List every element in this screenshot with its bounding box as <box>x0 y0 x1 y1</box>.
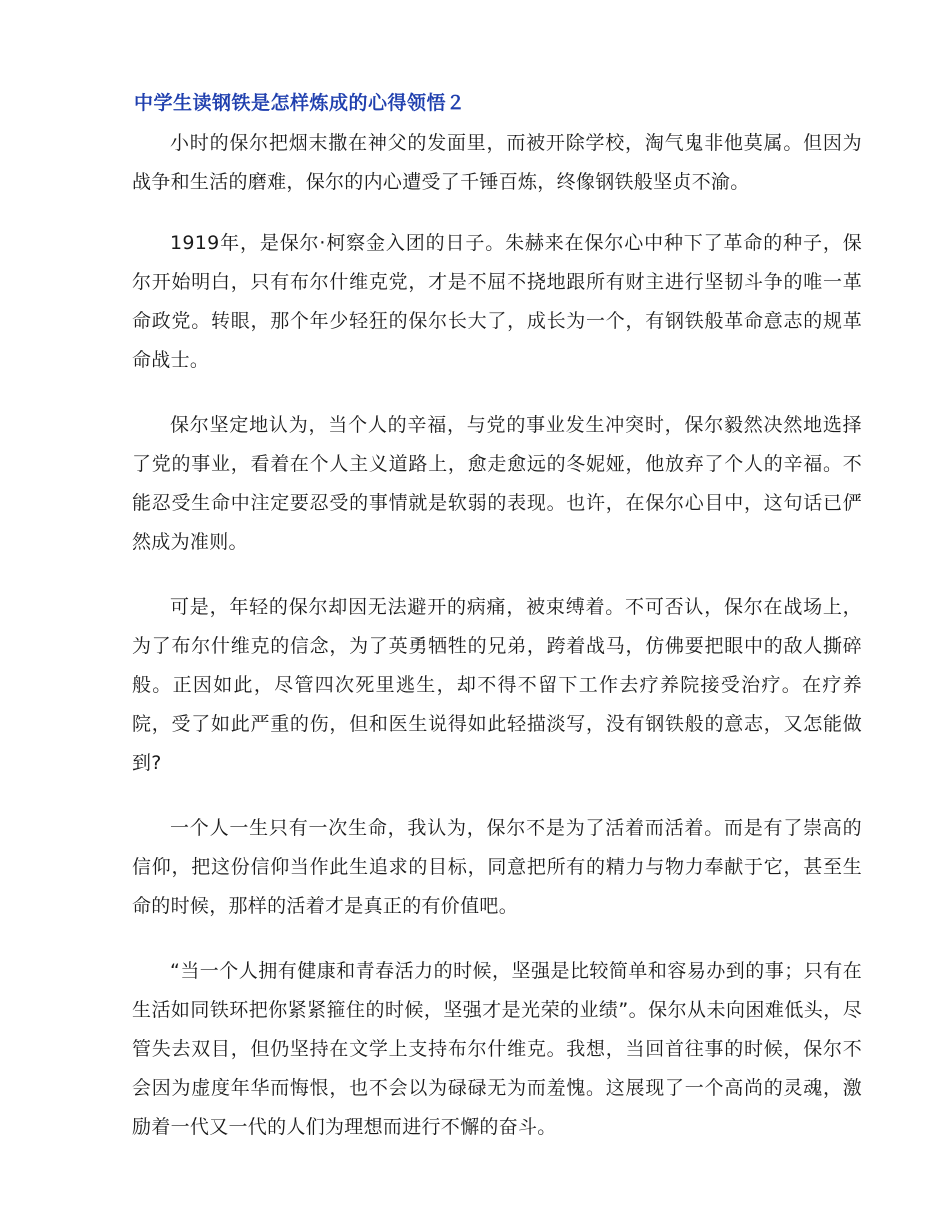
paragraph: “当一个人拥有健康和青春活力的时候，坚强是比较简单和容易办到的事；只有在生活如同铁环把你紧紧箍住的时候，坚强才是光荣的业绩”。保尔从未向困难低头，尽管失去双目，但仍坚持在文学上支持布尔什维克。我想，当回首往事的时候，保尔不会因为虚度年华而悔恨，也不会以为碌碌无为而羞愧。这展现了一个高尚的灵魂，激励着一代又一代的人们为理想而进行不懈的奋斗。 <box>132 960 862 1138</box>
paragraph: 一个人一生只有一次生命，我认为，保尔不是为了活着而活着。而是有了崇高的信仰，把这份信仰当作此生追求的目标，同意把所有的精力与物力奉献于它，甚至生命的时候，那样的活着才是真正的有价值吧。 <box>132 817 862 917</box>
document-body <box>132 88 862 1173</box>
document-title: 中学生读钢铁是怎样炼成的心得领悟２ <box>134 92 466 114</box>
paragraph: 保尔坚定地认为，当个人的辛福，与党的事业发生冲突时，保尔毅然决然地选择了党的事业，看着在个人主义道路上，愈走愈远的冬妮娅，他放弃了个人的辛福。不能忍受生命中注定要忍受的事情就是软弱的表现。也许，在保尔心目中，这句话已俨然成为准则。 <box>132 414 862 553</box>
paragraph: 小时的保尔把烟末撒在神父的发面里，而被开除学校，淘气鬼非他莫属。但因为战争和生活的磨难，保尔的内心遭受了千锤百炼，终像钢铁般坚贞不渝。 <box>132 132 862 193</box>
paragraph: 1919年，是保尔·柯察金入团的日子。朱赫来在保尔心中种下了革命的种子，保尔开始明白，只有布尔什维克党，才是不屈不挠地跟所有财主进行坚韧斗争的唯一革命政党。转眼，那个年少轻狂的保尔长大了，成长为一个，有钢铁般革命意志的规革命战士。 <box>132 232 862 371</box>
paragraph: 可是，年轻的保尔却因无法避开的病痛，被束缚着。不可否认，保尔在战场上，为了布尔什维克的信念，为了英勇牺牲的兄弟，跨着战马，仿佛要把眼中的敌人撕碎般。正因如此，尽管四次死里逃生，却不得不留下工作去疗养院接受治疗。在疗养院，受了如此严重的伤，但和医生说得如此轻描淡写，没有钢铁般的意志，又怎能做到? <box>132 596 862 774</box>
